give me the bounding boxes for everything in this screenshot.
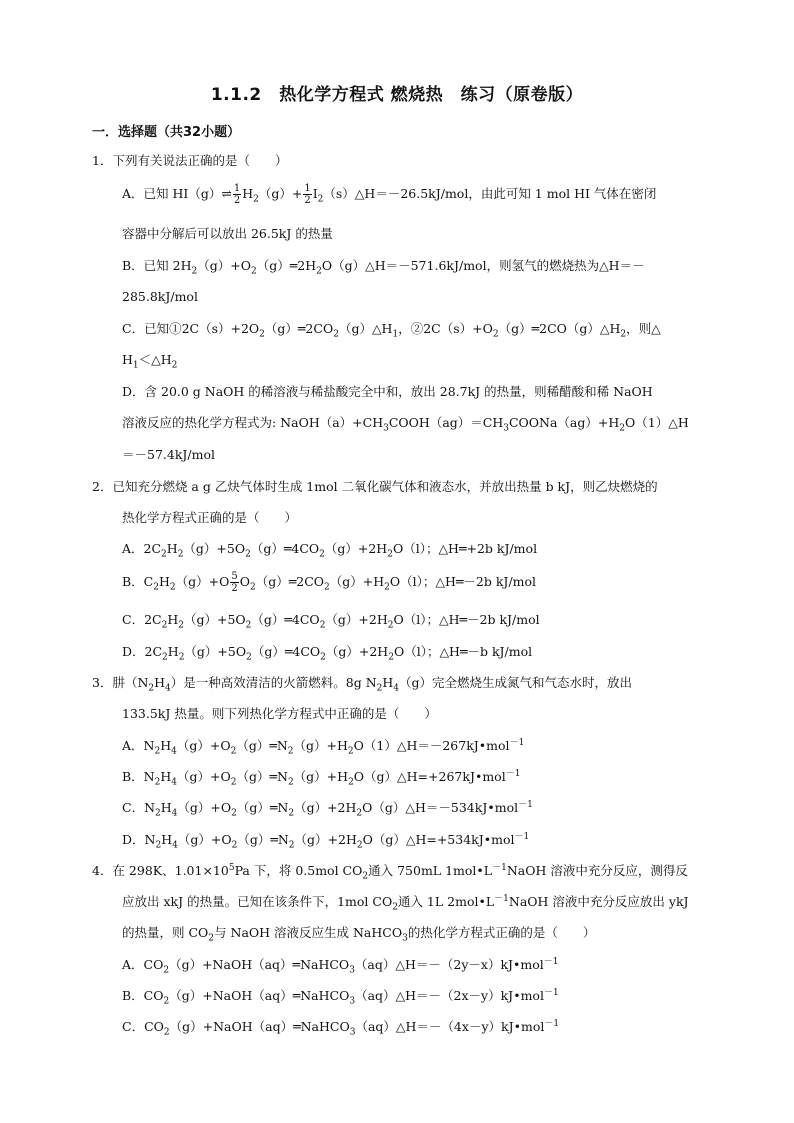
q3-stem-line2: 133.5kJ 热量。则下列热化学方程式中正确的是（ ） [122,706,437,721]
q3-option-c: C．$N_2H_4(g)+O_2(g)═N_2(g)+2H_2O(g)\triangle H=-534kJ•mol^{-1}$ [122,799,533,819]
page-title: 1.1.2 热化学方程式 燃烧热 练习（原卷版） [210,85,584,105]
q1-option-a-line1: A．已知 HI（g）⇌ $\frac{1}{2}$ $H_2(g)+$ $\frac{1}{2}$ $I_2(s)\triangle H=-26.5kJ$/mol，由此可知 1 mol HI 气体在密闭 [122,183,657,206]
q2-option-d: D．$2C_2H_2(g)+5O_2(g)═4CO_2(g)+2H_2O(l)$；△H═－b kJ/mol [122,644,533,663]
fraction: $\frac{5}{2}$ [231,571,238,594]
q1-option-c-line1: C．已知$①2C(s)+2O_2(g)═2CO_2(g)\triangle H_1$，$②2C(s)+O_2(g)═2CO(g)\triangle H_2$，则△ [122,321,661,340]
q4-option-a: A．$CO_2(g)+NaOH(aq)═NaHCO_3(aq)\triangle H=-(2y-x)kJ•mol^{-1}$ [122,956,559,976]
q1-option-a-line2: 容器中分解后可以放出 26.5kJ 的热量 [122,226,333,241]
fraction: $\frac{1}{2}$ [233,183,241,206]
q1-option-b-line2: 285.8kJ/mol [122,289,198,304]
q4-stem-line1: 4．在 298K、$1.01\times 10^5Pa$ 下，将 0.5mol $CO_2$通入 750mL $1mol•L^{-1}NaOH$ 溶液中充分反应，测得反 [92,862,688,882]
q2-option-a: A．$2C_2H_2(g)+5O_2(g)═4CO_2(g)+2H_2O(l)$；△H═+2b kJ/mol [122,541,538,560]
q1-stem: 1．下列有关说法正确的是（ ） [92,153,288,168]
q1-option-d-line3: ＝－57.4kJ/mol [122,447,216,462]
q2-option-c: C．$2C_2H_2(g)+5O_2(g)═4CO_2(g)+2H_2O(l)$；△H═－2b kJ/mol [122,612,540,631]
q3-option-d: D．$N_2H_4(g)+O_2(g)═N_2(g)+2H_2O(g)\triangle H=+534kJ•mol^{-1}$ [122,831,530,851]
fraction: $\frac{1}{2}$ [304,183,311,206]
q1-option-b-line1: B．已知 $2H_2(g)+O_2(g)═2H_2O(g)\triangle H=-571.6kJ$/mol，则氢气的燃烧热为△H＝－ [122,258,645,277]
q4-stem-line2: 应放出 xkJ 的热量。已知在该条件下，1mol $CO_2$通入 1L $2mol•L^{-1}NaOH$ 溶液中充分反应放出 ykJ [122,893,689,913]
q1-option-d-line2: 溶液反应的热化学方程式为: $NaOH(a)+CH_3COOH(ag)=CH_3COONa(ag)+H_2O(1)\triangle H$ [122,415,689,434]
q4-stem-line3: 的热量，则 $CO_2$与 NaOH 溶液反应生成 NaHCO$_3$的热化学方程式正确的是（ ） [122,925,596,944]
q1-option-d-line1: D．含 20.0 g NaOH 的稀溶液与稀盐酸完全中和，放出 28.7kJ 的热量，则稀醋酸和稀 NaOH [122,384,653,399]
section-heading: 一．选择题（共32小题） [92,125,241,140]
q2-stem-line1: 2．已知充分燃烧 a g 乙炔气体时生成 1mol 二氧化碳气体和液态水，并放出热量 b kJ，则乙炔燃烧的 [92,479,658,494]
q3-stem-line1: 3．肼$(N_2H_4)$是一种高效清洁的火箭燃料。8g $N_2H_4(g)$完全燃烧生成氮气和气态水时，放出 [92,675,633,694]
q1-option-c-line2: $H_1<\triangle H_2$ [122,352,178,371]
q2-option-b: B．$C_2H_2(g)+O$ $\frac{5}{2}$ $O_2(g)═2CO_2(g)+H_2O(l)$；△H═－2b kJ/mol [122,571,537,594]
q2-stem-line2: 热化学方程式正确的是（ ） [122,510,298,525]
q4-option-c: C．$CO_2(g)+NaOH(aq)═NaHCO_3(aq)\triangle H=-(4x-y)kJ•mol^{-1}$ [122,1018,560,1038]
q3-option-b: B．$N_2H_4(g)+O_2(g)═N_2(g)+H_2O(g)\triangle H=+267kJ•mol^{-1}$ [122,768,521,788]
q4-option-b: B．$CO_2(g)+NaOH(aq)═NaHCO_3(aq)\triangle H=-(2x-y)kJ•mol^{-1}$ [122,987,559,1007]
q3-option-a: A．$N_2H_4(g)+O_2(g)═N_2(g)+H_2O(1)\triangle H=-267kJ•mol^{-1}$ [122,737,525,757]
